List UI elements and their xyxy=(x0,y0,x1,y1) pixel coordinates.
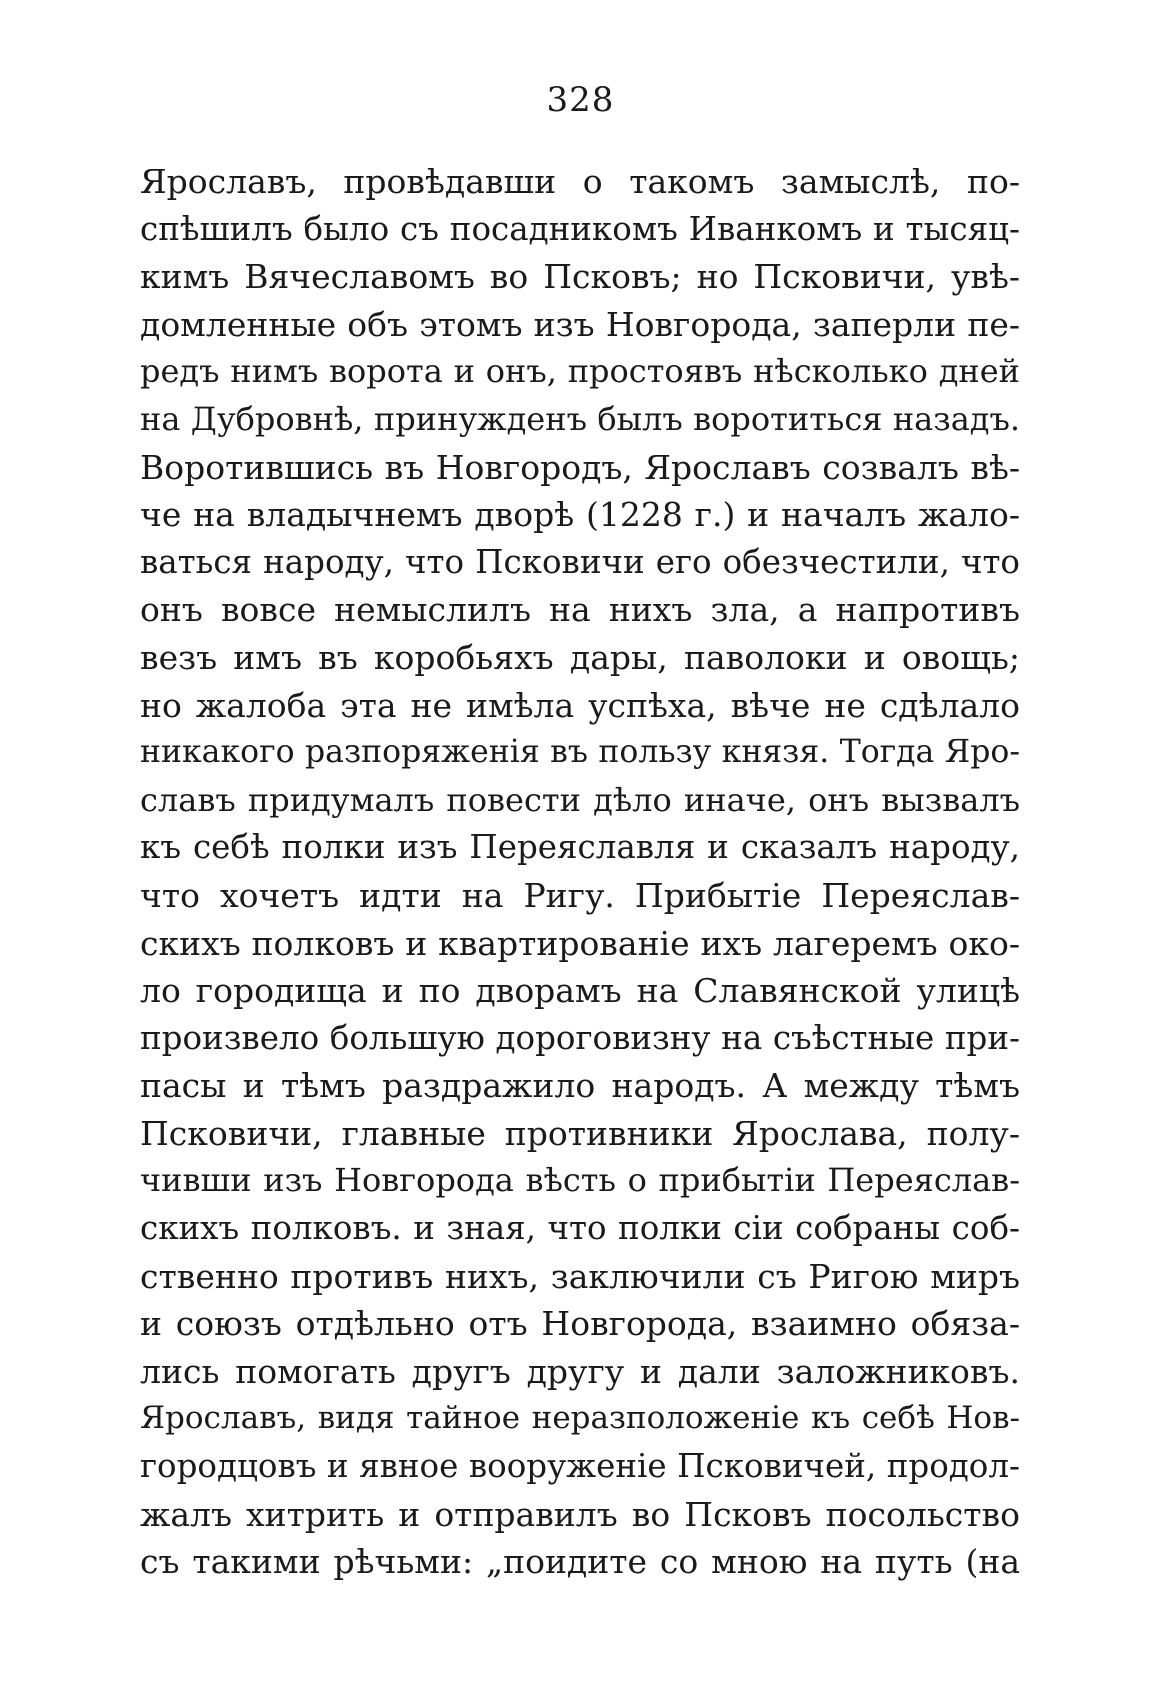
body-text xyxy=(140,158,1020,1586)
text-line: че на владычнемъ дворѣ (1228 г.) и началъ жало- xyxy=(140,495,1020,535)
text-line: что хочетъ идти на Ригу. Прибытіе Переяслав- xyxy=(140,875,1020,915)
text-line: городцовъ и явное вооруженіе Псковичей, продол- xyxy=(140,1447,1020,1486)
text-line: къ себѣ полки изъ Переяславля и сказалъ народу, xyxy=(140,828,1020,867)
text-line: никакого разпоряженія въ пользу князя. Тогда Яро- xyxy=(140,734,1020,771)
text-line: Воротившись въ Новгородъ, Ярославъ созвалъ вѣ- xyxy=(140,447,1020,487)
text-line: славъ придумалъ повести дѣло иначе, онъ вызвалъ xyxy=(140,780,1020,819)
text-line: ваться народу, что Псковичи его обезчестили, что xyxy=(140,542,1020,581)
page-number: 328 xyxy=(546,80,615,120)
text-line: съ такими рѣчьми: „поидите со мною на путь (на xyxy=(140,1542,1020,1582)
text-line: Псковичи, главные противники Ярослава, полу- xyxy=(140,1113,1020,1153)
text-line: домленные объ этомъ изъ Новгорода, заперли пе- xyxy=(140,304,1020,344)
text-line: ственно противъ нихъ, заключили съ Ригою миръ xyxy=(140,1256,1020,1296)
text-line: везъ имъ въ коробьяхъ дары, паволоки и овощь; xyxy=(140,637,1020,677)
text-line: кимъ Вячеславомъ во Псковъ; но Псковичи, увѣ- xyxy=(140,257,1020,297)
text-line: скихъ полковъ и квартированіе ихъ лагеремъ око- xyxy=(140,923,1020,963)
text-line: скихъ полковъ. и зная, что полки сіи собраны соб- xyxy=(140,1209,1020,1248)
text-line: спѣшилъ было съ посадникомъ Иванкомъ и тысяц- xyxy=(140,209,1020,248)
text-line: онъ вовсе немыслилъ на нихъ зла, а напротивъ xyxy=(140,590,1020,630)
text-line: лись помогать другъ другу и дали заложниковъ. xyxy=(140,1351,1020,1391)
text-line: жалъ хитрить и отправилъ во Псковъ посольство xyxy=(140,1494,1020,1534)
text-line: но жалоба эта не имѣла успѣха, вѣче не сдѣлало xyxy=(140,685,1020,725)
text-line: пасы и тѣмъ раздражило народъ. А между тѣмъ xyxy=(140,1066,1020,1106)
text-line: Ярославъ, провѣдавши о такомъ замыслѣ, по- xyxy=(140,162,1020,201)
text-line: редъ нимъ ворота и онъ, простоявъ нѣсколько дней xyxy=(140,352,1020,391)
text-line: на Дубровнѣ, принужденъ былъ воротиться назадъ. xyxy=(140,399,1020,438)
text-line: Ярославъ, видя тайное неразположеніе къ себѣ Нов- xyxy=(140,1400,1020,1437)
text-line: произвело большую дороговизну на съѣстные при- xyxy=(140,1018,1020,1057)
text-line: и союзъ отдѣльно отъ Новгорода, взаимно обяза- xyxy=(140,1304,1020,1344)
text-line: ло городища и по дворамъ на Славянской улицѣ xyxy=(140,971,1020,1011)
text-line: чивши изъ Новгорода вѣсть о прибытіи Переяслав- xyxy=(140,1161,1020,1200)
